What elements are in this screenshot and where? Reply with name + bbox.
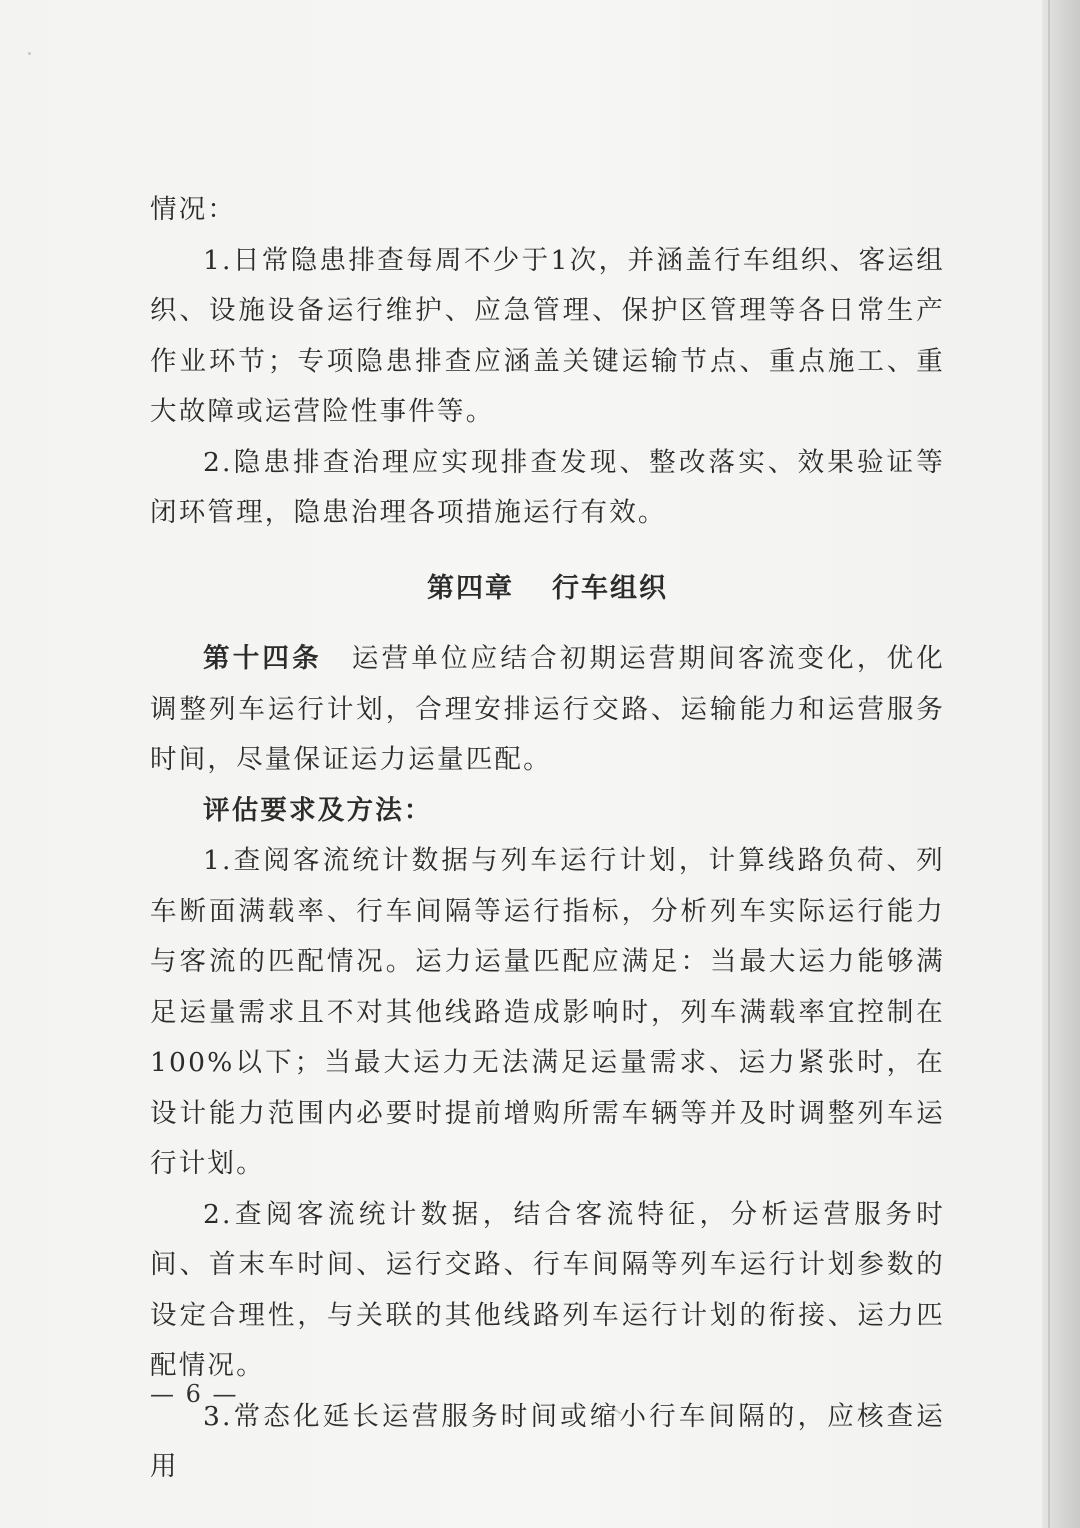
item-2: 2.查阅客流统计数据，结合客流特征，分析运营服务时间、首末车时间、运行交路、行车间隔等列车运行计划参数的设定合理性，与关联的其他线路列车运行计划的衔接、运力匹配情况。 xyxy=(150,1198,945,1381)
chapter-title: 行车组织 xyxy=(552,572,668,604)
document-body xyxy=(150,185,945,1493)
scan-edge-line xyxy=(1048,0,1050,1528)
chapter-heading xyxy=(150,564,945,615)
article-label: 第十四条 xyxy=(203,643,322,674)
paragraph-2: 2.隐患排查治理应实现排查发现、整改落实、效果验证等闭环管理，隐患治理各项措施运行有效。 xyxy=(150,446,945,528)
article-text: 运营单位应结合初期运营期间客流变化，优化调整列车运行计划，合理安排运行交路、运输能力和运营服务时间，尽量保证运力运量匹配。 xyxy=(150,643,945,775)
article-14 xyxy=(150,634,945,786)
page-number: — 6 — xyxy=(150,1380,239,1408)
item-3: 3.常态化延长运营服务时间或缩小行车间隔的，应核查运用 xyxy=(150,1400,945,1482)
chapter-number: 第四章 xyxy=(427,572,514,604)
intro-line: 情况： xyxy=(150,194,237,225)
method-heading: 评估要求及方法： xyxy=(203,794,433,826)
item-1: 1.查阅客流统计数据与列车运行计划，计算线路负荷、列车断面满载率、行车间隔等运行指标，分析列车实际运行能力与客流的匹配情况。运力运量匹配应满足：当最大运力能够满足运量需求且不对其他线路造成影响时，列车满载率宜控制在100%以下；当最大运力无法满足运量需求、运力紧张时，在设计能力范围内必要时提前增购所需车辆等并及时调整列车运行计划。 xyxy=(150,845,945,1179)
scan-speck xyxy=(28,52,31,55)
paragraph-1: 1.日常隐患排查每周不少于1次，并涵盖行车组织、客运组织、设施设备运行维护、应急管理、保护区管理等各日常生产作业环节；专项隐患排查应涵盖关键运输节点、重点施工、重大故障或运营险性事件等。 xyxy=(150,244,945,427)
